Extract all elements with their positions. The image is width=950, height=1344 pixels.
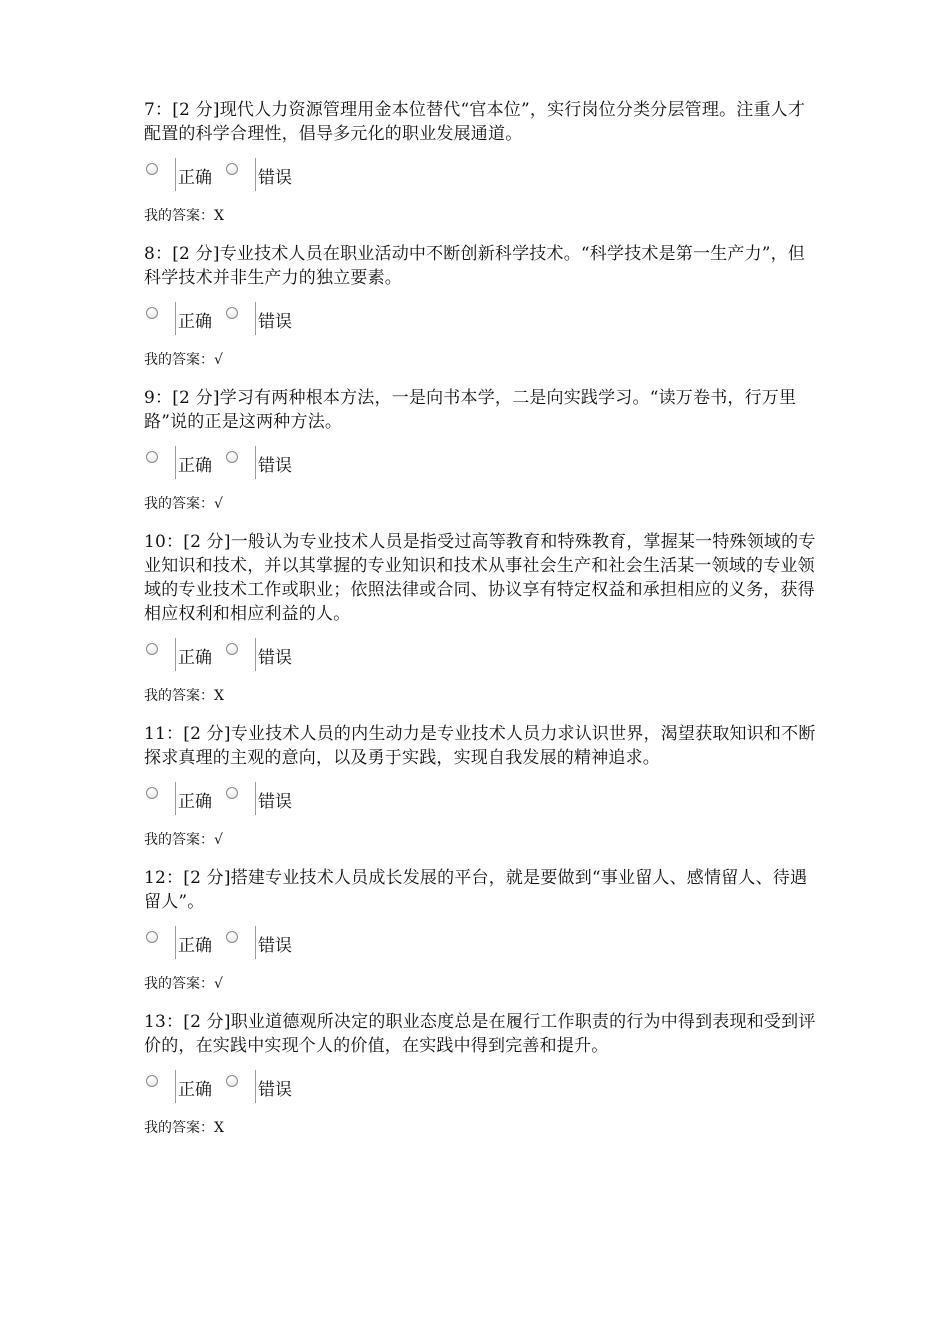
- divider: [255, 302, 256, 335]
- option-true-label: 正确: [178, 936, 212, 956]
- question-text: 8：[2 分]专业技术人员在职业活动中不断创新科学技术。“科学技术是第一生产力”，但科学技术并非生产力的独立要素。: [144, 244, 806, 288]
- divider: [175, 638, 176, 671]
- my-answer: [144, 687, 816, 705]
- my-answer-value: X: [214, 1120, 224, 1136]
- divider: [255, 782, 256, 815]
- my-answer-label: 我的答案：: [144, 832, 214, 848]
- question-13: [144, 1010, 816, 1137]
- divider: [255, 446, 256, 479]
- my-answer-label: 我的答案：: [144, 208, 214, 224]
- my-answer-label: 我的答案：: [144, 688, 214, 704]
- option-false-label: 错误: [258, 792, 292, 812]
- radio-true[interactable]: [146, 1075, 158, 1087]
- my-answer-value: √: [214, 976, 223, 992]
- question-8: [144, 242, 816, 369]
- divider: [255, 638, 256, 671]
- divider: [175, 1070, 176, 1103]
- radio-true[interactable]: [146, 307, 158, 319]
- option-true-label: 正确: [178, 1080, 212, 1100]
- my-answer: [144, 831, 816, 849]
- my-answer: [144, 1119, 816, 1137]
- my-answer-value: √: [214, 496, 223, 512]
- answer-options: [144, 782, 816, 818]
- my-answer-label: 我的答案：: [144, 1120, 214, 1136]
- question-10: [144, 530, 816, 705]
- radio-false[interactable]: [226, 1075, 238, 1087]
- my-answer: [144, 495, 816, 513]
- radio-true[interactable]: [146, 451, 158, 463]
- my-answer-value: √: [214, 352, 223, 368]
- divider: [255, 926, 256, 959]
- my-answer: [144, 351, 816, 369]
- option-true-label: 正确: [178, 648, 212, 668]
- question-text: 13：[2 分]职业道德观所决定的职业态度总是在履行工作职责的行为中得到表现和受到评价的，在实践中实现个人的价值，在实践中得到完善和提升。: [144, 1012, 816, 1056]
- answer-options: [144, 1070, 816, 1106]
- option-false-label: 错误: [258, 648, 292, 668]
- question-7: [144, 98, 816, 225]
- my-answer: [144, 975, 816, 993]
- answer-options: [144, 158, 816, 194]
- answer-options: [144, 926, 816, 962]
- answer-options: [144, 638, 816, 674]
- option-true-label: 正确: [178, 792, 212, 812]
- divider: [255, 1070, 256, 1103]
- question-text: 9：[2 分]学习有两种根本方法，一是向书本学，二是向实践学习。“读万卷书，行万里路”说的正是这两种方法。: [144, 388, 797, 432]
- divider: [175, 302, 176, 335]
- question-text: 12：[2 分]搭建专业技术人员成长发展的平台，就是要做到“事业留人、感情留人、待遇留人”。: [144, 868, 808, 912]
- radio-false[interactable]: [226, 163, 238, 175]
- question-11: [144, 722, 816, 849]
- radio-false[interactable]: [226, 643, 238, 655]
- divider: [175, 446, 176, 479]
- question-text: 10：[2 分]一般认为专业技术人员是指受过高等教育和特殊教育，掌握某一特殊领域的专业知识和技术，并以其掌握的专业知识和技术从事社会生产和社会生活某一领域的专业领域的专业技术工作或职业；依照法律或合同、协议享有特定权益和承担相应的义务，获得相应权利和相应利益的人。: [144, 532, 816, 624]
- option-true-label: 正确: [178, 312, 212, 332]
- my-answer-label: 我的答案：: [144, 496, 214, 512]
- radio-false[interactable]: [226, 931, 238, 943]
- question-text: 7：[2 分]现代人力资源管理用金本位替代“官本位”，实行岗位分类分层管理。注重人才配置的科学合理性，倡导多元化的职业发展通道。: [144, 100, 806, 144]
- divider: [255, 158, 256, 191]
- radio-true[interactable]: [146, 931, 158, 943]
- radio-true[interactable]: [146, 163, 158, 175]
- answer-options: [144, 446, 816, 482]
- answer-options: [144, 302, 816, 338]
- my-answer: [144, 207, 816, 225]
- radio-false[interactable]: [226, 307, 238, 319]
- divider: [175, 782, 176, 815]
- option-false-label: 错误: [258, 312, 292, 332]
- radio-false[interactable]: [226, 787, 238, 799]
- my-answer-value: √: [214, 832, 223, 848]
- my-answer-label: 我的答案：: [144, 352, 214, 368]
- option-true-label: 正确: [178, 456, 212, 476]
- radio-true[interactable]: [146, 787, 158, 799]
- option-false-label: 错误: [258, 1080, 292, 1100]
- my-answer-value: X: [214, 688, 224, 704]
- divider: [175, 158, 176, 191]
- divider: [175, 926, 176, 959]
- option-false-label: 错误: [258, 456, 292, 476]
- my-answer-label: 我的答案：: [144, 976, 214, 992]
- radio-false[interactable]: [226, 451, 238, 463]
- question-12: [144, 866, 816, 993]
- option-true-label: 正确: [178, 168, 212, 188]
- radio-true[interactable]: [146, 643, 158, 655]
- question-text: 11：[2 分]专业技术人员的内生动力是专业技术人员力求认识世界，渴望获取知识和不断探求真理的主观的意向，以及勇于实践，实现自我发展的精神追求。: [144, 724, 816, 768]
- my-answer-value: X: [214, 208, 224, 224]
- question-list: [144, 98, 816, 1154]
- option-false-label: 错误: [258, 936, 292, 956]
- option-false-label: 错误: [258, 168, 292, 188]
- question-9: [144, 386, 816, 513]
